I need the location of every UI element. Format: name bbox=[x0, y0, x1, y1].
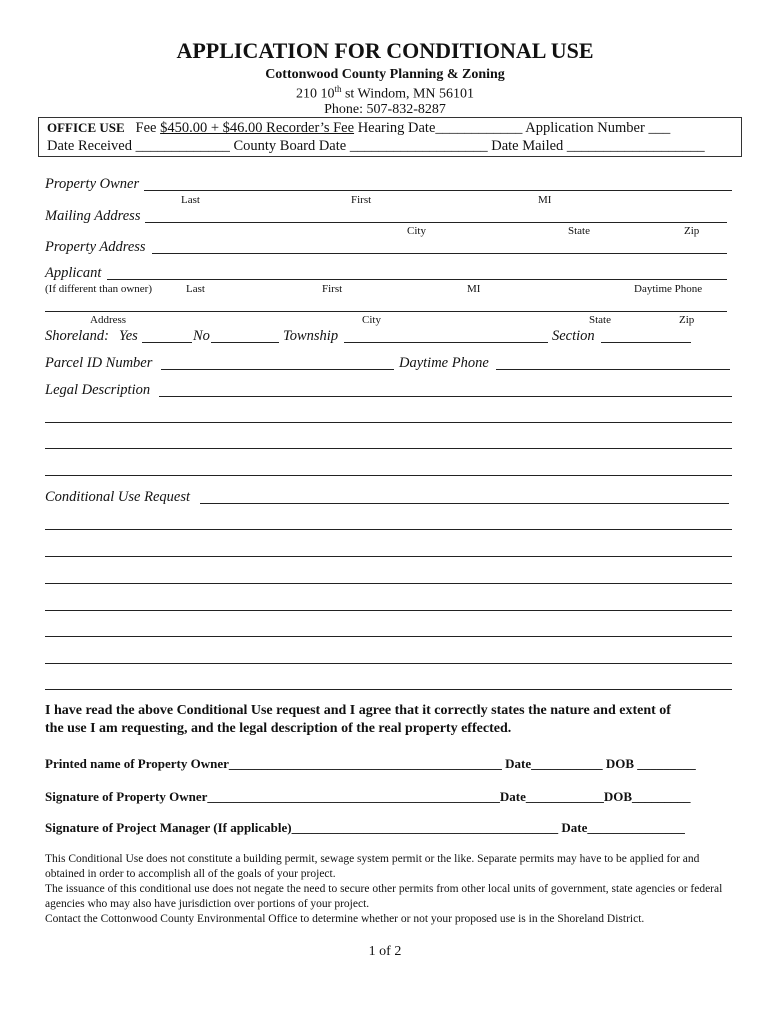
daytime-phone-label: Daytime Phone bbox=[399, 355, 489, 371]
township-field[interactable] bbox=[344, 342, 548, 343]
note-other-permits: The issuance of this conditional use does not negate the need to secure other permits from other local units of government, state agencies or federal agencies who may also have jurisdiction over portions of your project. bbox=[45, 883, 723, 910]
legal-description-field[interactable] bbox=[159, 396, 732, 397]
applicant-field[interactable] bbox=[107, 279, 727, 280]
shoreland-yes-field[interactable] bbox=[142, 342, 192, 343]
page-title: APPLICATION FOR CONDITIONAL USE bbox=[176, 38, 594, 63]
conditional-use-request-line[interactable] bbox=[45, 583, 732, 584]
daytime-phone-field[interactable] bbox=[496, 369, 730, 370]
note-permits: This Conditional Use does not constitute a building permit, sewage system permit or the like. Separate permits may have to be applied for and obtained in order to accomplish all of the goals of your project. bbox=[45, 853, 700, 880]
applicant-label: Applicant bbox=[45, 265, 102, 281]
date-received-field[interactable]: Date Received _____________ bbox=[47, 138, 230, 154]
mail-city-caption: City bbox=[407, 225, 426, 237]
county-board-date-field[interactable]: County Board Date ___________________ bbox=[233, 138, 488, 154]
conditional-use-request-line[interactable] bbox=[45, 689, 732, 690]
section-label: Section bbox=[552, 328, 595, 344]
applicant-address-caption: Address bbox=[90, 314, 127, 326]
legal-description-line[interactable] bbox=[45, 422, 732, 423]
township-label: Township bbox=[283, 328, 339, 344]
applicant-note: (If different than owner) bbox=[45, 283, 152, 295]
shoreland-label: Shoreland: bbox=[45, 328, 109, 344]
applicant-phone-caption: Daytime Phone bbox=[634, 283, 703, 295]
applicant-first-caption: First bbox=[322, 283, 343, 295]
property-owner-label: Property Owner bbox=[45, 176, 140, 192]
note-contact: Contact the Cottonwood County Environmental Office to determine whether or not your proposed use is in the Shoreland District. bbox=[45, 913, 645, 925]
applicant-mi-caption: MI bbox=[467, 283, 481, 295]
section-field[interactable] bbox=[601, 342, 691, 343]
parcel-id-field[interactable] bbox=[161, 369, 394, 370]
hearing-date-field[interactable]: Hearing Date____________ bbox=[357, 120, 523, 136]
owner-last-caption: Last bbox=[181, 194, 200, 206]
shoreland-yes-label: Yes bbox=[119, 328, 138, 344]
conditional-use-request-field[interactable] bbox=[200, 503, 729, 504]
mail-state-caption: State bbox=[568, 225, 590, 237]
statement-line-2: the use I am requesting, and the legal description of the real property effected. bbox=[45, 721, 512, 736]
applicant-state-caption: State bbox=[589, 314, 611, 326]
mailing-address-label: Mailing Address bbox=[45, 208, 141, 224]
application-number-field[interactable]: Application Number ___ bbox=[525, 120, 671, 136]
conditional-use-request-line[interactable] bbox=[45, 636, 732, 637]
office-use-label: OFFICE USE bbox=[47, 120, 125, 135]
applicant-last-caption: Last bbox=[186, 283, 205, 295]
page-number: 1 of 2 bbox=[368, 944, 402, 959]
office-use-line-2 bbox=[47, 138, 705, 155]
office-use-line-1: OFFICE USE Fee $450.00 + $46.00 Recorder’s Fee Hearing Date____________ Application Number ___ bbox=[47, 120, 671, 136]
fee-value: $450.00 + $46.00 Recorder’s Fee bbox=[160, 120, 355, 136]
date-mailed-field[interactable]: Date Mailed ___________________ bbox=[491, 138, 705, 154]
property-owner-field[interactable] bbox=[144, 190, 732, 191]
conditional-use-request-line[interactable] bbox=[45, 529, 732, 530]
applicant-address-field[interactable] bbox=[45, 311, 727, 312]
parcel-id-label: Parcel ID Number bbox=[45, 355, 153, 371]
statement-line-1: I have read the above Conditional Use request and I agree that it correctly states the nature and extent of bbox=[45, 703, 671, 718]
property-address-label: Property Address bbox=[45, 239, 146, 255]
mail-zip-caption: Zip bbox=[684, 225, 700, 237]
conditional-use-request-label: Conditional Use Request bbox=[45, 489, 190, 505]
conditional-use-request-line[interactable] bbox=[45, 610, 732, 611]
manager-signature-field[interactable]: Signature of Project Manager (If applicable)_________________________________________ Date_______________ bbox=[45, 820, 685, 835]
applicant-city-caption: City bbox=[362, 314, 381, 326]
owner-signature-field[interactable]: Signature of Property Owner_____________________________________________Date____________DOB_________ bbox=[45, 789, 691, 804]
office-address: 210 10th st Windom, MN 56101 bbox=[295, 84, 475, 102]
legal-description-line[interactable] bbox=[45, 475, 732, 476]
legal-description-label: Legal Description bbox=[45, 382, 151, 398]
office-phone: Phone: 507-832-8287 bbox=[324, 102, 446, 117]
conditional-use-request-line[interactable] bbox=[45, 663, 732, 664]
property-address-field[interactable] bbox=[152, 253, 727, 254]
shoreland-no-field[interactable] bbox=[211, 342, 279, 343]
shoreland-no-label: No bbox=[193, 328, 210, 344]
mailing-address-field[interactable] bbox=[145, 222, 727, 223]
legal-description-line[interactable] bbox=[45, 448, 732, 449]
office-use-box bbox=[38, 117, 742, 157]
owner-mi-caption: MI bbox=[538, 194, 552, 206]
office-name: Cottonwood County Planning & Zoning bbox=[265, 67, 505, 82]
conditional-use-request-line[interactable] bbox=[45, 556, 732, 557]
printed-name-field[interactable]: Printed name of Property Owner__________________________________________ Date___________ DOB _________ bbox=[45, 756, 696, 771]
applicant-zip-caption: Zip bbox=[679, 314, 695, 326]
owner-first-caption: First bbox=[351, 194, 372, 206]
